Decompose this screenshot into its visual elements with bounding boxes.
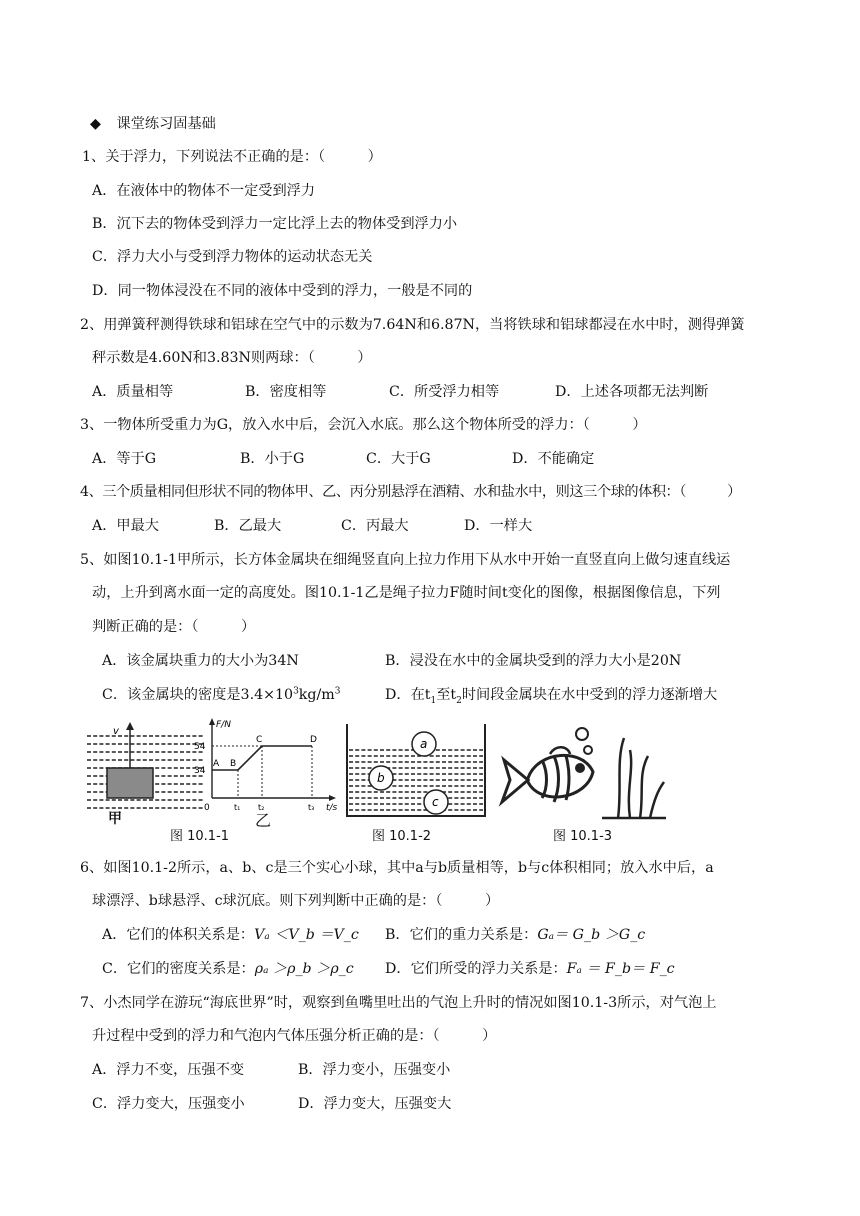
q7-option-a: A．浮力不变，压强不变 bbox=[92, 1062, 245, 1078]
q5-option-c: C．该金属块的密度是$3.4\times 10^3kg/m^3$ bbox=[102, 686, 341, 703]
point-c: C bbox=[256, 735, 263, 745]
q7-stem-line2: 升过程中受到的浮力和气泡内气体压强分析正确的是：（ ） bbox=[92, 1028, 497, 1044]
ball-c-label: c bbox=[432, 795, 439, 809]
q5-stem-line2: 动，上升到离水面一定的高度处。图10.1-1乙是绳子拉力F随时间t变化的图像，根据图像信息，下列 bbox=[92, 585, 721, 601]
q1-option-a: A．在液体中的物体不一定受到浮力 bbox=[92, 183, 316, 199]
figure-10-1-2-caption: 图 10.1-2 bbox=[372, 829, 432, 844]
f-axis-label: F/N bbox=[216, 720, 231, 730]
q5-option-d: D．在$t_1$至$t_2$时间段金属块在水中受到的浮力逐渐增大 bbox=[385, 687, 718, 706]
origin-label: 0 bbox=[204, 803, 210, 813]
q4-option-b: B．乙最大 bbox=[214, 518, 282, 534]
q2-stem-line2: 秤示数是4.60N和3.83N则两球：（ ） bbox=[92, 350, 372, 366]
figure-yi-label: 乙 bbox=[255, 811, 272, 830]
point-b: B bbox=[230, 759, 237, 769]
fish-tail bbox=[502, 760, 528, 802]
q6-stem-line2: 球漂浮、b球悬浮、c球沉底。则下列判断中正确的是：（ ） bbox=[92, 893, 500, 909]
y-tick-34: 34 bbox=[194, 766, 206, 776]
figure-10-1-1-caption: 图 10.1-1 bbox=[170, 829, 230, 844]
figure-10-1-1-jia bbox=[85, 722, 205, 822]
q4-option-d: D．一样大 bbox=[464, 518, 533, 534]
bubble-icon bbox=[584, 746, 592, 754]
q6-option-d: D．它们所受的浮力关系是：Fₐ ＝ F_b＝ F_c bbox=[385, 961, 675, 977]
q6-option-a: A．它们的体积关系是：Vₐ ＜V_b ＝V_c bbox=[102, 927, 359, 943]
q1-stem: 1、关于浮力，下列说法不正确的是：（ ） bbox=[82, 149, 382, 165]
t1-label: t₁ bbox=[234, 803, 241, 812]
q3-option-b: B．小于G bbox=[240, 451, 305, 467]
velocity-label: v bbox=[113, 726, 119, 737]
metal-block bbox=[107, 768, 153, 798]
point-a: A bbox=[213, 759, 220, 769]
t3-label: t₃ bbox=[308, 803, 315, 812]
figure-10-1-3-caption: 图 10.1-3 bbox=[553, 829, 613, 844]
q7-option-d: D．浮力变大，压强变大 bbox=[298, 1096, 452, 1112]
q3-option-c: C．大于G bbox=[366, 451, 431, 467]
figure-10-1-3-fish bbox=[498, 720, 668, 822]
q1-option-c: C．浮力大小与受到浮力物体的运动状态无关 bbox=[92, 249, 373, 265]
q4-option-c: C．丙最大 bbox=[341, 518, 409, 534]
q1-option-d: D．同一物体浸没在不同的液体中受到的浮力，一般是不同的 bbox=[92, 283, 473, 299]
y-tick-54: 54 bbox=[194, 742, 206, 752]
fish-eye-icon bbox=[575, 763, 585, 773]
q7-option-c: C．浮力变大，压强变小 bbox=[92, 1096, 245, 1112]
point-d: D bbox=[310, 735, 317, 745]
seaweed-icon bbox=[618, 738, 624, 818]
q6-option-c: C．它们的密度关系是：ρₐ ＞ρ_b ＞ρ_c bbox=[102, 961, 354, 977]
q4-stem: 4、三个质量相同但形状不同的物体甲、乙、丙分别悬浮在酒精、水和盐水中，则这三个球的体积：（ ） bbox=[80, 484, 741, 500]
t2-label: t₂ bbox=[258, 803, 265, 812]
q7-stem-line1: 7、小杰同学在游玩“海底世界”时，观察到鱼嘴里吐出的气泡上升时的情况如图10.1-3所示，对气泡上 bbox=[80, 995, 717, 1011]
bubble-icon bbox=[576, 728, 588, 740]
t-axis-label: t/s bbox=[326, 803, 338, 813]
q3-option-d: D．不能确定 bbox=[512, 451, 595, 467]
q3-stem: 3、一物体所受重力为G，放入水中后，会沉入水底。那么这个物体所受的浮力：（ ） bbox=[80, 417, 647, 433]
q4-option-a: A．甲最大 bbox=[92, 518, 159, 534]
q5-stem-line3: 判断正确的是：（ ） bbox=[92, 619, 256, 635]
section-heading bbox=[90, 114, 216, 134]
q5-stem-line1: 5、如图10.1-1甲所示，长方体金属块在细绳竖直向上拉力作用下从水中开始一直竖直向上做匀速直线运 bbox=[80, 552, 731, 568]
q2-option-d: D．上述各项都无法判断 bbox=[555, 384, 709, 400]
figure-10-1-2-container bbox=[345, 722, 487, 820]
q1-option-b: B．沉下去的物体受到浮力一定比浮上去的物体受到浮力小 bbox=[92, 216, 458, 232]
diamond-bullet-icon: ◆ bbox=[90, 116, 101, 132]
q7-option-b: B．浮力变小，压强变小 bbox=[298, 1062, 451, 1078]
section-title: 课堂练习固基础 bbox=[116, 116, 216, 132]
figure-10-1-1-yi-graph bbox=[190, 716, 340, 816]
q5-option-b: B．浸没在水中的金属块受到的浮力大小是20N bbox=[385, 653, 682, 669]
q2-option-c: C．所受浮力相等 bbox=[389, 384, 500, 400]
fish-body bbox=[528, 755, 593, 797]
q2-option-a: A．质量相等 bbox=[92, 384, 174, 400]
q2-option-b: B．密度相等 bbox=[245, 384, 327, 400]
ball-a-label: a bbox=[420, 737, 428, 751]
q6-stem-line1: 6、如图10.1-2所示，a、b、c是三个实心小球，其中a与b质量相等，b与c体积相同；放入水中后，a bbox=[80, 860, 714, 876]
ball-b-label: b bbox=[377, 771, 385, 785]
q6-option-b: B．它们的重力关系是：Gₐ＝ G_b ＞G_c bbox=[385, 927, 646, 943]
q5-option-a: A．该金属块重力的大小为34N bbox=[102, 653, 299, 669]
figure-jia-label: 甲 bbox=[108, 811, 122, 827]
q3-option-a: A．等于G bbox=[92, 451, 157, 467]
q2-stem-line1: 2、用弹簧秤测得铁球和铝球在空气中的示数为7.64N和6.87N，当将铁球和铝球都浸在水中时，测得弹簧 bbox=[80, 317, 745, 333]
